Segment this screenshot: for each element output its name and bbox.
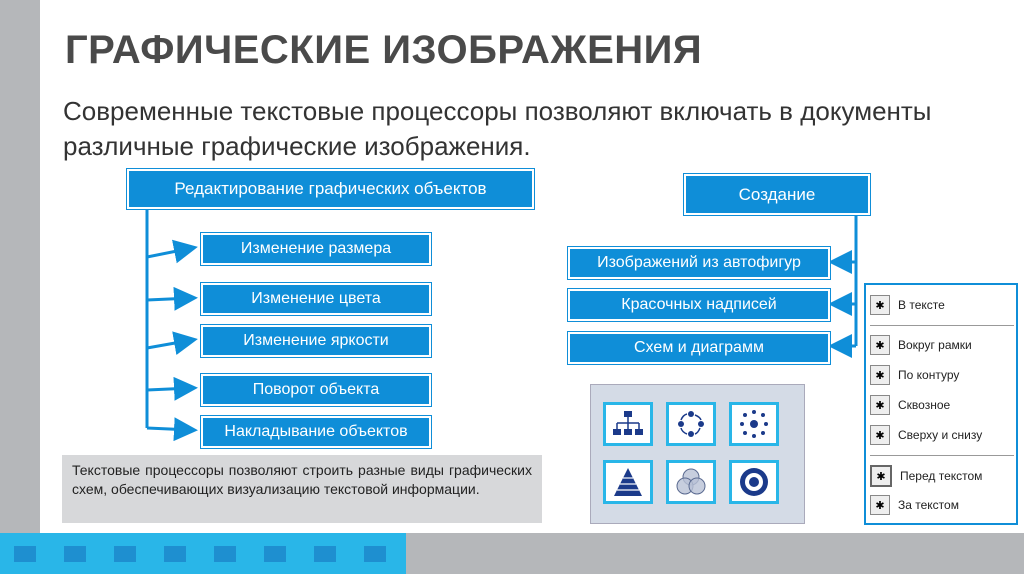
pyramid-icon[interactable] bbox=[603, 460, 653, 504]
wrap-item-label: По контуру bbox=[898, 368, 960, 382]
slide-subtitle: Современные текстовые процессоры позволяют включать в документы различные графические изображения. bbox=[63, 96, 932, 161]
text-wrap-menu bbox=[864, 283, 1018, 525]
wrap-item-in-front[interactable] bbox=[870, 465, 982, 487]
menu-divider bbox=[870, 325, 1014, 326]
wrap-item-label: Сверху и снизу bbox=[898, 428, 983, 442]
editing-item-rotate: Поворот объекта bbox=[201, 374, 431, 406]
creation-header-box: Создание bbox=[684, 174, 870, 215]
org-chart-icon[interactable] bbox=[603, 402, 653, 446]
diagram-gallery bbox=[590, 384, 805, 524]
radial-icon[interactable] bbox=[729, 402, 779, 446]
editing-header-box: Редактирование графических объектов bbox=[127, 169, 534, 209]
creation-item-schemes: Схем и диаграмм bbox=[568, 332, 830, 364]
note-box: Текстовые процессоры позволяют строить разные виды графических схем, обеспечивающих визуализацию текстовой информации. bbox=[62, 455, 542, 523]
creation-item-autoshapes: Изображений из автофигур bbox=[568, 247, 830, 279]
slide-title: ГРАФИЧЕСКИЕ ИЗОБРАЖЕНИЯ bbox=[65, 28, 703, 72]
target-icon[interactable] bbox=[729, 460, 779, 504]
wrap-item-label: Сквозное bbox=[898, 398, 951, 412]
wrap-item-label: Вокруг рамки bbox=[898, 338, 972, 352]
editing-item-brightness: Изменение яркости bbox=[201, 325, 431, 357]
wrap-item-in-text[interactable] bbox=[870, 295, 945, 315]
wrap-in-front-icon: ✱ bbox=[870, 465, 892, 487]
wrap-top-bottom-icon: ✱ bbox=[870, 425, 890, 445]
wrap-item-label: За текстом bbox=[898, 498, 959, 512]
wrap-behind-icon: ✱ bbox=[870, 495, 890, 515]
wrap-item-tight[interactable] bbox=[870, 365, 959, 385]
wrap-square-icon: ✱ bbox=[870, 335, 890, 355]
wrap-inline-icon: ✱ bbox=[870, 295, 890, 315]
editing-item-overlay: Накладывание объектов bbox=[201, 416, 431, 448]
editing-item-color: Изменение цвета bbox=[201, 283, 431, 315]
wrap-item-top-bottom[interactable] bbox=[870, 425, 982, 445]
editing-item-resize: Изменение размера bbox=[201, 233, 431, 265]
wrap-through-icon: ✱ bbox=[870, 395, 890, 415]
menu-divider bbox=[870, 455, 1014, 456]
wrap-item-label: В тексте bbox=[898, 298, 945, 312]
venn-icon[interactable] bbox=[666, 460, 716, 504]
cycle-icon[interactable] bbox=[666, 402, 716, 446]
wrap-item-square[interactable] bbox=[870, 335, 972, 355]
wrap-tight-icon: ✱ bbox=[870, 365, 890, 385]
wrap-item-through[interactable] bbox=[870, 395, 950, 415]
creation-item-captions: Красочных надписей bbox=[568, 289, 830, 321]
wrap-item-label: Перед текстом bbox=[900, 469, 983, 483]
wrap-item-behind[interactable] bbox=[870, 495, 959, 515]
